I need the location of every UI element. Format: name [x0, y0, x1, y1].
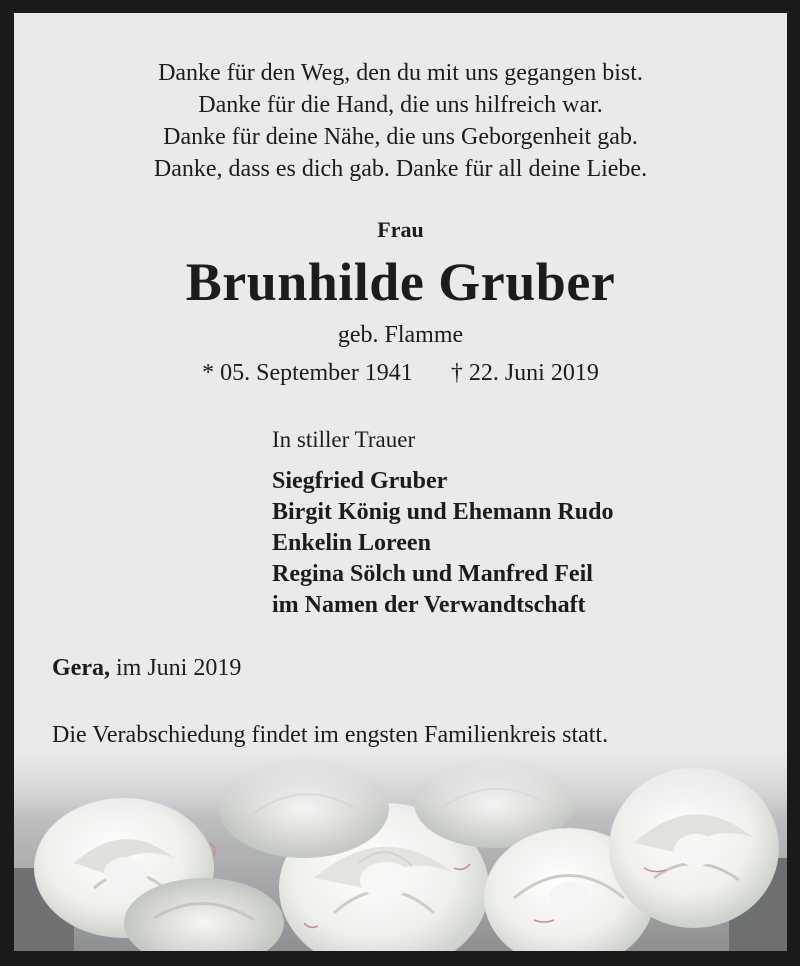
- poem-line: Danke für die Hand, die uns hilfreich war.: [198, 92, 603, 118]
- mourning-intro: In stiller Trauer: [272, 427, 416, 452]
- place-city: Gera,: [52, 655, 110, 681]
- poem-line: Danke, dass es dich gab. Danke für all deine Liebe.: [153, 156, 648, 182]
- obituary-notice: [14, 13, 787, 951]
- mourner: Enkelin Loreen: [272, 530, 431, 556]
- poem-line: Danke für den Weg, den du mit uns gegangen bist.: [158, 60, 643, 86]
- poem: [14, 57, 787, 185]
- farewell-note: Die Verabschiedung findet im engsten Familienkreis statt.: [52, 722, 609, 748]
- place-and-date: [52, 655, 241, 682]
- birth-date: * 05. September 1941: [202, 360, 413, 386]
- place-date: im Juni 2019: [109, 655, 242, 681]
- salutation: Frau: [377, 217, 424, 242]
- mourner: im Namen der Verwandtschaft: [272, 592, 586, 618]
- maiden-name: geb. Flamme: [337, 322, 464, 348]
- life-dates: [14, 360, 787, 387]
- mourner: Regina Sölch und Manfred Feil: [272, 561, 593, 587]
- deceased-name: Brunhilde Gruber: [185, 252, 616, 312]
- white-roses-image: [14, 748, 787, 951]
- poem-line: Danke für deine Nähe, die uns Geborgenheit gab.: [163, 124, 638, 150]
- mourner: Birgit König und Ehemann Rudo: [272, 499, 614, 525]
- mourners-list: [272, 466, 613, 621]
- mourner: Siegfried Gruber: [272, 468, 448, 494]
- death-date: † 22. Juni 2019: [450, 360, 599, 386]
